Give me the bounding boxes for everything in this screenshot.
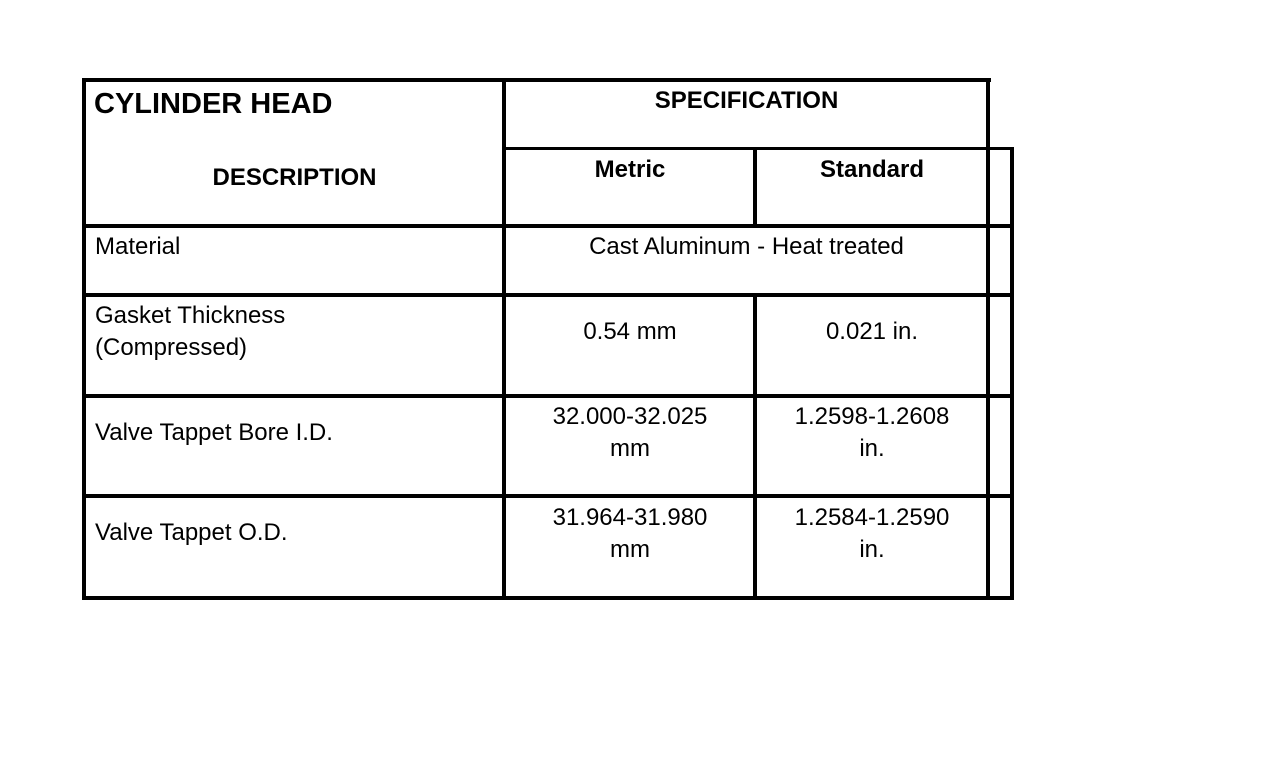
- row-label-gasket-thickness: Gasket Thickness: [95, 302, 286, 329]
- row-standard-tappet-od-unit: in.: [859, 536, 885, 563]
- table-border-right: [1010, 147, 1014, 600]
- row-label-tappet-bore: Valve Tappet Bore I.D.: [95, 419, 333, 446]
- table-rule-row-1: [82, 293, 1014, 297]
- metric-header: Metric: [594, 156, 666, 183]
- description-header: DESCRIPTION: [212, 164, 377, 191]
- row-label-tappet-od: Valve Tappet O.D.: [95, 519, 288, 546]
- table-border-left: [82, 78, 86, 600]
- table-rule-row-3: [82, 494, 1014, 498]
- row-standard-tappet-bore-unit: in.: [859, 435, 885, 462]
- row-metric-gasket-thickness: 0.54 mm: [583, 318, 677, 345]
- table-border-top: [82, 78, 991, 82]
- table-rule-header: [82, 224, 1014, 228]
- row-standard-tappet-bore: 1.2598-1.2608: [794, 403, 950, 430]
- row-standard-gasket-thickness: 0.021 in.: [825, 318, 919, 345]
- row-label-material: Material: [95, 233, 181, 260]
- table-title: CYLINDER HEAD: [94, 88, 333, 120]
- row-metric-tappet-bore: 32.000-32.025: [552, 403, 708, 430]
- row-label-gasket-thickness-note: (Compressed): [95, 334, 248, 361]
- table-border-bottom: [82, 596, 1014, 600]
- row-metric-tappet-od: 31.964-31.980: [552, 504, 708, 531]
- standard-header: Standard: [819, 156, 924, 183]
- row-metric-tappet-bore-unit: mm: [610, 435, 650, 462]
- row-value-material: Cast Aluminum - Heat treated: [589, 233, 904, 260]
- row-standard-tappet-od: 1.2584-1.2590: [794, 504, 950, 531]
- table-rule-subheader: [503, 147, 1014, 150]
- table-rule-row-2: [82, 394, 1014, 398]
- specification-header: SPECIFICATION: [654, 87, 839, 114]
- row-metric-tappet-od-unit: mm: [610, 536, 650, 563]
